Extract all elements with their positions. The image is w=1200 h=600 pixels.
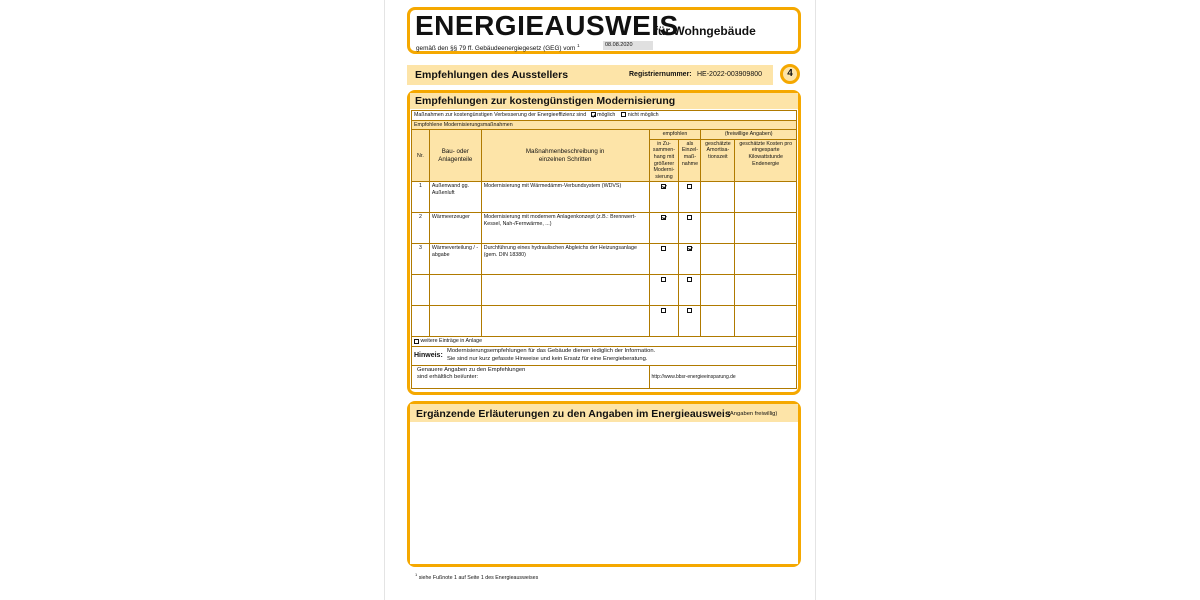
single-checkbox[interactable] — [687, 277, 692, 282]
hint-row — [412, 347, 797, 366]
explanations-optional-note: (Angaben freiwillig) — [728, 411, 778, 417]
possible-checkbox[interactable] — [591, 112, 596, 117]
recommendations-title: Empfehlungen zur kostengünstigen Modernisierung — [415, 95, 676, 107]
combination-checkbox[interactable] — [661, 277, 666, 282]
details-label: Genauere Angaben zu den Empfehlungen sind erhältlich bei/unter: — [412, 366, 650, 389]
single-checkbox[interactable] — [687, 215, 692, 220]
page-number-badge — [780, 64, 800, 84]
recommendations-box — [407, 90, 801, 395]
col-nr: Nr. — [412, 130, 430, 182]
date-field[interactable]: 08.08.2020 — [603, 41, 653, 50]
combination-checkbox[interactable] — [661, 215, 666, 220]
col-amortization: geschätzte Amortisa-tionszeit — [701, 139, 735, 182]
table-row — [412, 275, 797, 306]
recommended-measures-label: Empfohlene Modernisierungsmaßnahmen — [412, 120, 797, 130]
hint-text-2: Sie sind nur kurz gefasste Hinweise und kein Ersatz für eine Energieberatung. — [447, 356, 648, 363]
details-url[interactable]: http://www.bbsr-energieeinsparung.de — [649, 366, 797, 389]
more-entries-checkbox[interactable] — [414, 339, 419, 344]
hint-text-1: Modernisierungsempfehlungen für das Gebäude dienen lediglich der Information. — [447, 348, 656, 355]
not-possible-checkbox[interactable] — [621, 112, 626, 117]
single-checkbox[interactable] — [687, 246, 692, 251]
section-title: Empfehlungen des Ausstellers — [415, 69, 569, 81]
single-checkbox[interactable] — [687, 184, 692, 189]
measures-row: Maßnahmen zur kostengünstigen Verbesserung der Energieeffizienz sind möglich nicht möglich — [412, 111, 797, 121]
col-costs: geschätzte Kosten pro eingesparte Kilowattstunde Endenergie — [735, 139, 797, 182]
section-bar — [407, 65, 773, 85]
single-checkbox[interactable] — [687, 308, 692, 313]
registration-label: Registriernummer: — [629, 71, 692, 78]
document-subtitle: für Wohngebäude — [654, 24, 756, 38]
header-box — [407, 7, 801, 54]
combination-checkbox[interactable] — [661, 246, 666, 251]
registration-number: HE-2022-003909800 — [697, 71, 762, 78]
document-page — [385, 0, 815, 600]
page-number: 4 — [787, 68, 793, 79]
explanations-text-area[interactable] — [410, 422, 798, 564]
combination-checkbox[interactable] — [661, 184, 666, 189]
footer-footnote: $^1$ siehe Fußnote 1 auf Seite 1 des Energieausweises — [415, 572, 539, 581]
col-in-combination: in Zu-sammen-hang mit größerer Moderni-sierung — [649, 139, 679, 182]
col-description: Maßnahmenbeschreibung in einzelnen Schritten — [481, 130, 649, 182]
recommendations-table — [411, 110, 797, 389]
law-text: gemäß den §§ 79 ff. Gebäudeenergiegesetz (GEG) vom $^1$ — [416, 43, 580, 53]
table-row: 2 Wärmeerzeuger Modernisierung mit modernem Anlagenkonzept (z.B.: Brennwert-Kessel, Nah-/Fernwärme, ...) — [412, 213, 797, 244]
more-entries-row: weitere Einträge in Anlage — [412, 337, 797, 347]
table-row — [412, 306, 797, 337]
explanations-box — [407, 401, 801, 567]
col-recommended: empfohlen — [649, 130, 701, 140]
table-row: 1 Außenwand gg. Außenluft Modernisierung mit Wärmedämm-Verbundsystem (WDVS) — [412, 182, 797, 213]
col-optional: (freiwillige Angaben) — [701, 130, 797, 140]
col-single: als Einzel-maß-nahme — [679, 139, 701, 182]
combination-checkbox[interactable] — [661, 308, 666, 313]
hint-label: Hinweis: — [414, 352, 443, 360]
explanations-title: Ergänzende Erläuterungen zu den Angaben im Energieausweis — [416, 408, 731, 420]
document-title: ENERGIEAUSWEIS — [415, 10, 679, 41]
table-row: 3 Wärmeverteilung / -abgabe Durchführung eines hydraulischen Abgleichs der Heizungsanlage (gem. DIN 18380) — [412, 244, 797, 275]
col-component: Bau- oder Anlagenteile — [429, 130, 481, 182]
